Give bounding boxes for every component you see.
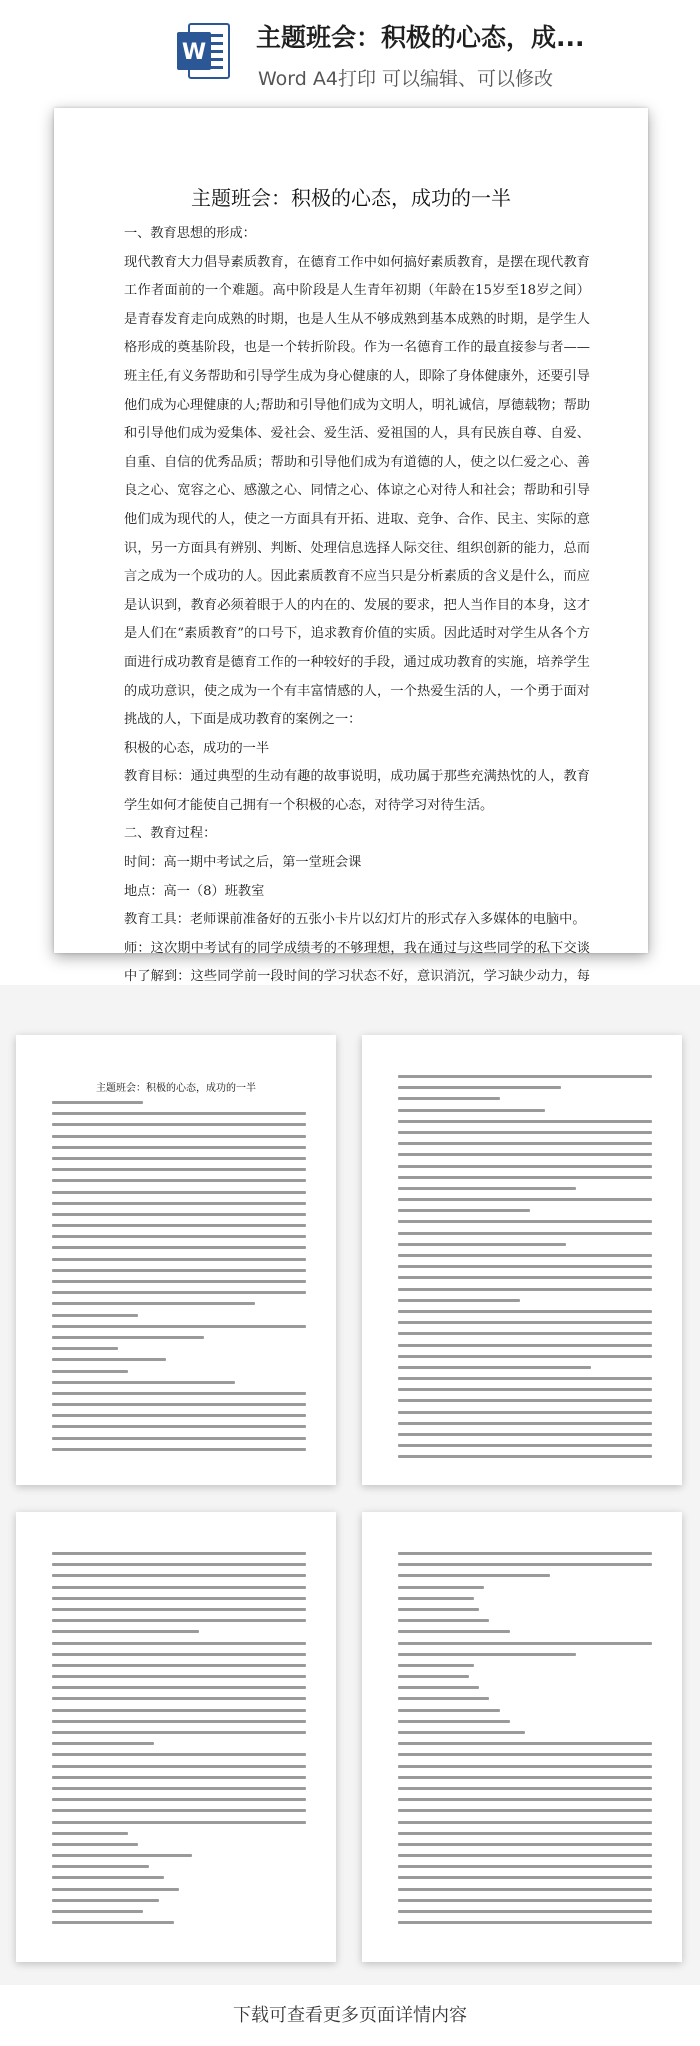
header <box>0 0 700 100</box>
paragraph: 一、教育思想的形成： <box>124 226 256 241</box>
paragraph: 师：这次期中考试有的同学成绩考的不够理想，我在通过与这些同学的私下交谈中了解到：这些同学前一段时间的学习状态不好，意识消沉，学习缺少动力，每 <box>124 940 590 985</box>
svg-text:W: W <box>181 40 207 65</box>
thumbnail-text-lines <box>52 1101 306 1459</box>
thumbnail-text-lines <box>398 1552 652 1932</box>
thumbnail-page-4[interactable] <box>362 1512 682 1962</box>
paragraph: 时间：高一期中考试之后，第一堂班会课 <box>124 855 362 871</box>
document-body <box>124 220 590 1078</box>
document-subtitle: Word A4打印 可以编辑、可以修改 <box>258 68 554 90</box>
paragraph: 教育目标：通过典型的生动有趣的故事说明，成功属于那些充满热忱的人，教育学生如何才能使自己拥有一个积极的心态，对待学习对待生活。 <box>124 769 590 813</box>
paragraph: 地点：高一（8）班教室 <box>124 883 265 899</box>
thumbnail-page-3[interactable] <box>16 1512 336 1962</box>
thumbnail-text-lines <box>398 1075 652 1467</box>
paragraph: 积极的心态，成功的一半 <box>124 740 270 756</box>
thumbnail-title: 主题班会：积极的心态，成功的一半 <box>96 1083 256 1094</box>
word-document-icon <box>171 18 237 84</box>
download-more-link[interactable]: 下载可查看更多页面详情内容 <box>233 2005 467 2026</box>
thumbnail-text-lines <box>52 1552 306 1932</box>
thumbnail-page-1[interactable] <box>16 1035 336 1485</box>
paragraph: 现代教育大力倡导素质教育，在德育工作中如何搞好素质教育，是摆在现代教育工作者面前的一个难题。高中阶段是人生青年初期（年龄在15岁至18岁之间）是青春发育走向成熟的时期，也是人生从不够成熟到基本成熟的时期，是学生人格形成的奠基阶段，也是一个转折阶段。作为一名德育工作的最直接参与者——班主任,有义务帮助和引导学生成为身心健康的人，即除了身体健康外，还要引导他们成为心理健康的人;帮助和引导他们成为文明人，明礼诚信，厚德载物；帮助和引导他们成为爱集体、爱社会、爱生活、爱祖国的人，具有民族自尊、自爱、自重、自信的优秀品质；帮助和引导他们成为有道德的人，使之以仁爱之心、善良之心、宽容之心、感激之心、同情之心、体谅之心对待人和社会；帮助和引导他们成为现代的人，使之一方面具有开拓、进取、竞争、合作、民主、实际的意识，另一方面具有辨别、判断、处理信息选择人际交往、组织创新的能力，总而言之成为一个成功的人。因此素质教育不应当只是分析素质的含义是什么，而应是认识到，教育必须着眼于人的内在的、发展的要求，把人当作目的本身，这才是人们在“素质教育”的口号下，追求教育价值的实质。因此适时对学生从各个方面进行成功教育是德育工作的一种较好的手段，通过成功教育的实施，培养学生的成功意识，使之成为一个有丰富情感的人，一个热爱生活的人，一个勇于面对挑战的人，下面是成功教育的案例之一： <box>124 254 591 728</box>
paragraph: 二、教育过程： <box>124 826 217 842</box>
thumbnail-page-2[interactable] <box>362 1035 682 1485</box>
page-title: 主题班会：积极的心态，成功的一半 <box>191 186 511 210</box>
paragraph: 教育工具：老师课前准备好的五张小卡片以幻灯片的形式存入多媒体的电脑中。 <box>124 912 586 928</box>
document-title: 主题班会：积极的心态，成... <box>256 23 585 52</box>
document-preview-page <box>54 108 648 985</box>
